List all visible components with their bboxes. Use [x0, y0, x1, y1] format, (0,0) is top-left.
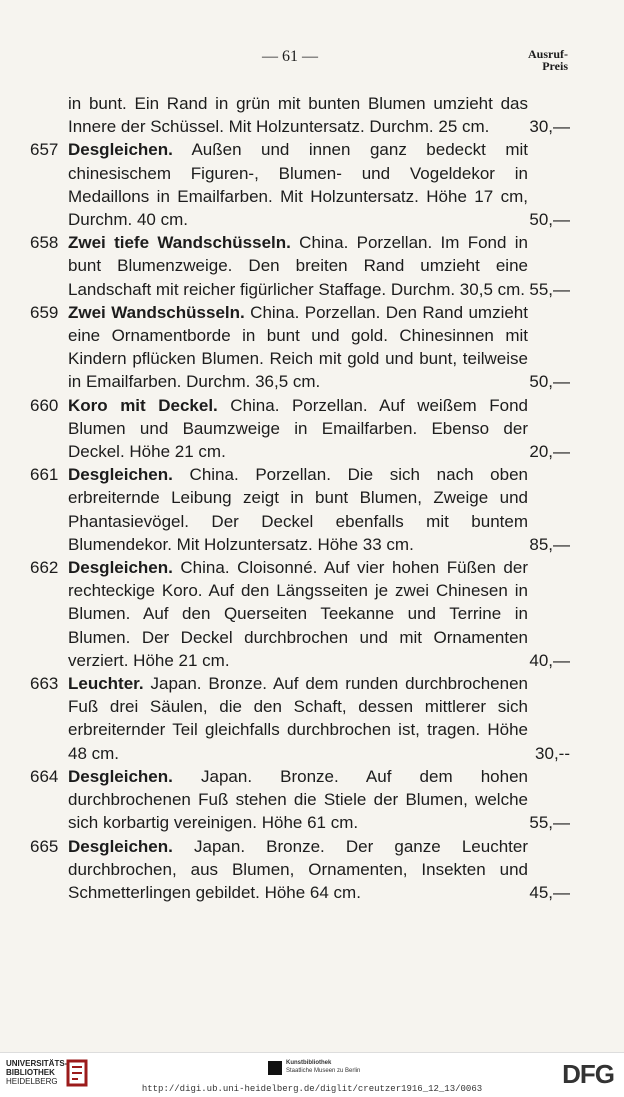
viewer-footer: [0, 1052, 624, 1097]
entry-text: China. Porzellan. Den Rand umzieht eine Ornamentborde in bunt und gold. Chinesinnen mit Kindern pflücken Blumen. Reich mit gold und bunt, teilweise in Emailfarben. Durchm. 36,5 cm.: [68, 302, 528, 392]
entry-body: [68, 556, 528, 672]
catalog-entry: [0, 138, 624, 231]
entry-body: [68, 138, 528, 231]
catalog-entry: [0, 394, 624, 464]
entry-price: 50,—: [529, 210, 570, 230]
catalog-entry: [0, 92, 624, 138]
library-name-line-3: HEIDELBERG: [6, 1077, 58, 1086]
entry-text: Japan. Bronze. Auf dem hohen durchbrochenen Fuß stehen die Stiele der Blumen, welche sich korbartig vereinigen. Höhe 61 cm.: [68, 766, 528, 833]
entry-number: 663: [30, 674, 59, 694]
entry-number: 661: [30, 465, 59, 485]
library-name-line-1: UNIVERSITÄTS-: [6, 1059, 68, 1068]
entry-price: 55,—: [529, 279, 570, 299]
entry-body: [68, 835, 528, 905]
entry-body: [68, 301, 528, 394]
permalink-url[interactable]: http://digi.ub.uni-heidelberg.de/diglit/creutzer1916_12_13/0063: [141, 1084, 483, 1094]
entry-title: Desgleichen.: [68, 465, 173, 485]
dfg-logo[interactable]: DFG: [562, 1059, 614, 1089]
entry-price: 55,—: [529, 813, 570, 833]
kunstbibliothek-logo[interactable]: [286, 1059, 360, 1075]
entry-title: Koro mit Deckel.: [68, 395, 218, 415]
entry-title: Zwei Wandschüsseln.: [68, 302, 245, 322]
preis-column-heading: [528, 48, 568, 72]
catalog-entry: [0, 301, 624, 394]
kunstbibliothek-logo-icon: [268, 1061, 282, 1075]
entry-text: Außen und innen ganz bedeckt mit chinesischem Figuren-, Blumen- und Vogeldekor in Medaillons in Emailfarben. Mit Holzuntersatz. Höhe 17 cm, Durchm. 40 cm.: [68, 140, 528, 230]
entry-body: [68, 231, 528, 301]
entry-body: [68, 765, 528, 835]
entry-text: China. Porzellan. Auf weißem Fond Blumen und Baumzweige in Emailfarben. Ebenso der Deckel. Höhe 21 cm.: [68, 395, 528, 462]
entry-title: Zwei tiefe Wandschüsseln.: [68, 233, 291, 253]
entry-price: 85,—: [529, 534, 570, 554]
entry-text: China. Porzellan. Die sich nach oben erbreiternde Leibung zeigt in bunt Blumen, Zweige und Phantasievögel. Der Deckel ebenfalls mit buntem Blumendekor. Mit Holzuntersatz. Höhe 33 cm.: [68, 465, 528, 554]
library-seal-icon: [66, 1059, 88, 1087]
page-header: [0, 44, 624, 84]
entry-body: [68, 463, 528, 556]
entry-price: 50,—: [529, 372, 570, 392]
entry-number: 659: [30, 302, 59, 322]
entry-price: 40,—: [529, 650, 570, 670]
entry-body: [68, 394, 528, 464]
library-logo[interactable]: [6, 1059, 67, 1086]
entry-price: 30,—: [529, 117, 570, 137]
entry-body: [68, 672, 528, 765]
catalog-entry: [0, 463, 624, 556]
entry-text: in bunt. Ein Rand in grün mit bunten Blumen umzieht das Innere der Schüssel. Mit Holzuntersatz. Durchm. 25 cm.: [68, 94, 528, 137]
library-name-line-2: BIBLIOTHEK: [6, 1068, 55, 1077]
catalog-entry: [0, 765, 624, 835]
entry-title: Leuchter.: [68, 674, 144, 694]
kb-name: Kunstbibliothek: [286, 1060, 332, 1066]
entry-text: Japan. Bronze. Auf dem runden durchbrochenen Fuß drei Säulen, die den Schaft, dessen mittlerer sich erbreiternder Teil gleichfalls durchbrochen ist, tragen. Höhe 48 cm.: [68, 674, 528, 763]
entry-title: Desgleichen.: [68, 836, 173, 856]
entry-number: 664: [30, 766, 59, 786]
entry-body: [68, 92, 528, 138]
entry-number: 662: [30, 558, 59, 578]
preis-line-2: Preis: [542, 59, 568, 73]
entry-text: China. Cloisonné. Auf vier hohen Füßen der rechteckige Koro. Auf den Längsseiten je zwei Chinesen in Blumen. Auf den Querseiten Teekanne und Terrine in Blumen. Der Deckel durchbrochen und mit Ornamenten verziert. Höhe 21 cm.: [68, 558, 528, 670]
entry-title: Desgleichen.: [68, 140, 173, 160]
kb-subtitle: Staatliche Museen zu Berlin: [286, 1068, 361, 1074]
entry-price: 30,--: [535, 743, 570, 763]
entry-number: 665: [30, 836, 59, 856]
catalog-entry: [0, 672, 624, 765]
catalog-entry: [0, 231, 624, 301]
entry-text: China. Porzellan. Im Fond in bunt Blumenzweige. Den breiten Rand umzieht eine Landschaft mit reicher figürlicher Staffage. Durchm. 30,5 cm.: [68, 233, 528, 299]
catalog-entry: [0, 835, 624, 905]
catalog-entry: [0, 556, 624, 672]
entry-price: 45,—: [529, 882, 570, 902]
page-number: — 61 —: [262, 48, 318, 65]
entry-number: 658: [30, 233, 59, 253]
entry-text: Japan. Bronze. Der ganze Leuchter durchbrochen, aus Blumen, Ornamenten, Insekten und Schmetterlingen gebildet. Höhe 64 cm.: [68, 836, 528, 902]
catalog-entries: [0, 92, 624, 904]
entry-title: Desgleichen.: [68, 558, 173, 578]
entry-price: 20,—: [529, 442, 570, 462]
entry-title: Desgleichen.: [68, 766, 173, 786]
entry-number: 660: [30, 395, 59, 415]
preis-line-1: Ausruf-: [527, 47, 568, 61]
entry-number: 657: [30, 140, 59, 160]
